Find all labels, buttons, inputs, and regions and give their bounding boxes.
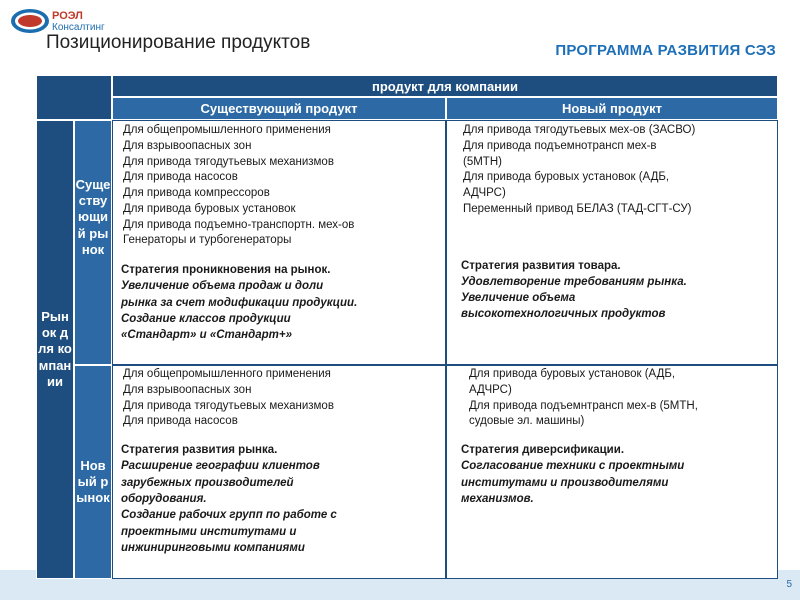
strategy-line: Увеличение объема продаж и доли xyxy=(121,280,324,293)
list-item: Для привода буровых установок xyxy=(123,202,296,215)
strategy-line: Создание классов продукции xyxy=(121,312,291,325)
row-header-existing-label: Существующий рынок xyxy=(75,176,111,257)
row-header-new-label: Новый рынок xyxy=(76,457,110,506)
strategy-market-development xyxy=(113,440,445,556)
list-item: Для привода тягодутьевых механизмов xyxy=(123,155,334,168)
product-header-label: продукт для компании xyxy=(371,79,519,94)
list-item: Для привода подъемно-транспортн. мех-ов xyxy=(123,218,355,231)
list-item: АДЧРС) xyxy=(463,187,506,199)
list-item: Для привода подъемнтрансп мех-в (5МТН, xyxy=(469,399,698,412)
strategy-line: «Стандарт» и «Стандарт+» xyxy=(121,329,292,342)
strategy-line: механизмов. xyxy=(461,492,534,505)
strategy-line: Расширение географии клиентов xyxy=(121,460,320,473)
roel-logo-icon xyxy=(10,8,50,34)
strategy-line: проектными институтами и xyxy=(121,525,297,538)
list-em-np xyxy=(447,121,777,218)
strategy-line: зарубежных производителей xyxy=(121,476,294,489)
row-group-header xyxy=(36,120,74,579)
strategy-line: высокотехнологичных продуктов xyxy=(461,308,666,321)
strategy-line: институтами и производителями xyxy=(461,476,669,489)
strategy-line: Согласование техники с проектными xyxy=(461,460,685,473)
col-header-new-label: Новый продукт xyxy=(561,101,663,116)
strategy-line: инжиниринговыми компаниями xyxy=(121,541,305,554)
list-item: Для привода тягодутьевых механизмов xyxy=(123,399,334,412)
strategy-title: Стратегия развития рынка. xyxy=(121,444,278,456)
strategy-diversification xyxy=(447,440,777,507)
cell-existing-market-existing-product xyxy=(112,120,446,365)
list-nm-np xyxy=(447,366,777,430)
row-group-label: Рынок для компании xyxy=(38,308,72,389)
list-item: Для привода буровых установок (АДБ, xyxy=(469,368,676,380)
row-header-existing xyxy=(74,120,112,365)
strategy-title: Стратегия проникновения на рынок. xyxy=(121,264,331,276)
col-header-existing-label: Существующий продукт xyxy=(200,101,358,116)
page-title: Позиционирование продуктов xyxy=(46,32,311,53)
list-item: АДЧРС) xyxy=(469,383,512,396)
corner-cell xyxy=(36,75,112,120)
list-item: Для взрывоопасных зон xyxy=(123,383,252,396)
brand-subtitle: Консалтинг xyxy=(52,22,105,34)
list-item: Для привода тягодутьевых мех-ов (ЗАСВО) xyxy=(463,124,696,136)
strategy-title: Стратегия диверсификации. xyxy=(461,444,625,456)
list-item: Для привода буровых установок (АДБ, xyxy=(463,171,670,184)
list-item: Для общепромышленного применения xyxy=(123,124,331,136)
strategy-line: оборудования. xyxy=(121,492,207,505)
col-header-new xyxy=(446,97,778,120)
strategy-line: Увеличение объема xyxy=(461,292,576,305)
strategy-title: Стратегия развития товара. xyxy=(461,259,621,272)
strategy-product-development xyxy=(447,256,777,323)
list-em-ep xyxy=(113,121,445,249)
list-item: Для привода насосов xyxy=(123,415,238,428)
list-item: Для взрывоопасных зон xyxy=(123,139,252,152)
list-item: Для привода компрессоров xyxy=(123,187,270,199)
brand xyxy=(52,10,105,33)
program-title: ПРОГРАММА РАЗВИТИЯ СЭЗ xyxy=(555,42,776,59)
list-item: (5МТН) xyxy=(463,155,502,168)
strategy-line: Удовлетворение требованиям рынка. xyxy=(461,275,687,288)
list-nm-ep xyxy=(113,366,445,430)
cell-existing-market-new-product xyxy=(446,120,778,365)
strategy-market-penetration xyxy=(113,260,445,344)
list-item: Для привода подъемнотрансп мех-в xyxy=(463,139,657,152)
brand-name: РОЭЛ xyxy=(52,10,83,22)
strategy-line: рынка за счет модификации продукции. xyxy=(121,296,358,309)
row-header-new xyxy=(74,365,112,579)
page-number: 5 xyxy=(786,579,792,590)
list-item: Для привода насосов xyxy=(123,171,238,184)
list-item: Генераторы и турбогенераторы xyxy=(123,234,292,247)
col-header-existing xyxy=(112,97,446,120)
cell-new-market-new-product xyxy=(446,365,778,579)
cell-new-market-existing-product xyxy=(112,365,446,579)
positioning-matrix xyxy=(36,75,778,579)
list-item: Переменный привод БЕЛАЗ (ТАД-СГТ-СУ) xyxy=(463,202,692,215)
strategy-line: Создание рабочих групп по работе с xyxy=(121,509,337,522)
product-header xyxy=(112,75,778,97)
list-item: Для общепромышленного применения xyxy=(123,368,331,380)
list-item: судовые эл. машины) xyxy=(469,415,585,428)
